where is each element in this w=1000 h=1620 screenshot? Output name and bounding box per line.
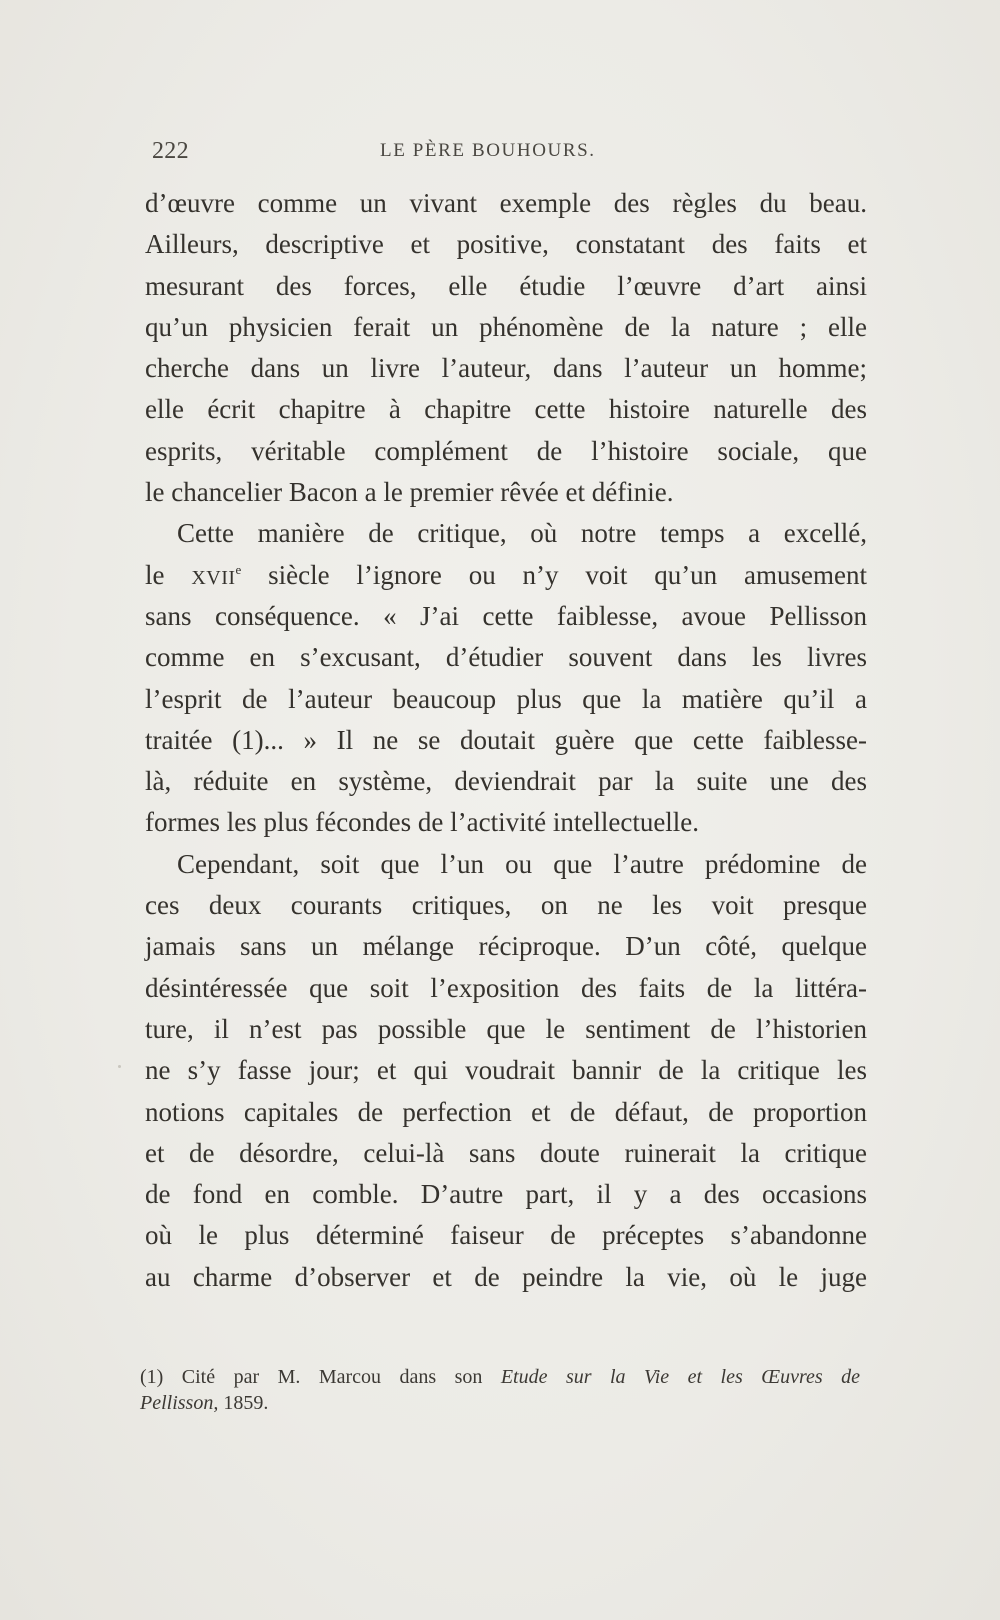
text-line: Ailleurs, descriptive et positive, constatant des faits et xyxy=(145,229,867,260)
text-line: comme en s’excusant, d’étudier souvent dans les livres xyxy=(145,642,867,673)
text-line: formes les plus fécondes de l’activité intellectuelle. xyxy=(145,807,700,838)
text-line: notions capitales de perfection et de défaut, de proportion xyxy=(145,1096,867,1127)
text-line: ces deux courants critiques, on ne les voit presque xyxy=(145,890,867,921)
text-line: ne s’y fasse jour; et qui voudrait bannir de la critique les xyxy=(145,1055,867,1086)
body-text xyxy=(145,183,867,1298)
footnote-work-title: Etude sur la Vie et les Œuvres de xyxy=(500,1366,860,1388)
text-line: elle écrit chapitre à chapitre cette histoire naturelle des xyxy=(145,394,867,425)
text-line: Cependant, soit que l’un ou que l’autre prédomine de xyxy=(177,848,867,879)
running-title: LE PÈRE BOUHOURS. xyxy=(380,140,596,161)
footnote-citation: (1) Cité par M. Marcou dans son xyxy=(140,1366,501,1388)
text-line-century xyxy=(145,555,867,596)
footnote-line-1 xyxy=(140,1364,860,1390)
text-line: traitée (1)... » Il ne se doutait guère que cette faiblesse- xyxy=(145,724,867,755)
footnote-line-2 xyxy=(140,1390,860,1416)
text-line: le chancelier Bacon a le premier rêvée et définie. xyxy=(145,477,674,508)
text-line: qu’un physicien ferait un phénomène de la nature ; elle xyxy=(145,311,867,342)
century-prefix: le xyxy=(145,559,192,590)
text-line: jamais sans un mélange réciproque. D’un côté, quelque xyxy=(145,931,867,962)
century-suffix: siècle l’ignore ou n’y voit qu’un amusement xyxy=(241,559,867,590)
text-line: et de désordre, celui-là sans doute ruinerait la critique xyxy=(145,1137,867,1168)
margin-speck xyxy=(118,1065,121,1068)
text-line: Cette manière de critique, où notre temps a excellé, xyxy=(177,518,867,549)
footnote xyxy=(140,1364,860,1416)
text-line: désintéressée que soit l’exposition des faits de la littéra- xyxy=(145,972,867,1003)
text-line: cherche dans un livre l’auteur, dans l’auteur un homme; xyxy=(145,353,867,384)
page-number: 222 xyxy=(152,138,189,164)
text-line: de fond en comble. D’autre part, il y a des occasions xyxy=(145,1179,867,1210)
text-line: d’œuvre comme un vivant exemple des règles du beau. xyxy=(145,188,867,218)
text-line: sans conséquence. « J’ai cette faiblesse, avoue Pellisson xyxy=(145,600,867,631)
text-line: l’esprit de l’auteur beaucoup plus que la matière qu’il a xyxy=(145,683,867,714)
footnote-year: 1859. xyxy=(218,1392,269,1414)
text-line: esprits, véritable complément de l’histoire sociale, que xyxy=(145,435,867,466)
text-line: où le plus déterminé faiseur de préceptes s’abandonne xyxy=(145,1220,867,1251)
text-line: ture, il n’est pas possible que le sentiment de l’historien xyxy=(145,1013,867,1044)
footnote-work-title-end: Pellisson, xyxy=(140,1392,219,1414)
century-superscript: e xyxy=(235,561,242,577)
text-line: mesurant des forces, elle étudie l’œuvre d’art ainsi xyxy=(145,270,867,301)
century-numeral: XVII xyxy=(191,566,236,589)
text-line: là, réduite en système, deviendrait par la suite une des xyxy=(145,766,867,797)
text-line: au charme d’observer et de peindre la vie, où le juge xyxy=(145,1261,867,1292)
